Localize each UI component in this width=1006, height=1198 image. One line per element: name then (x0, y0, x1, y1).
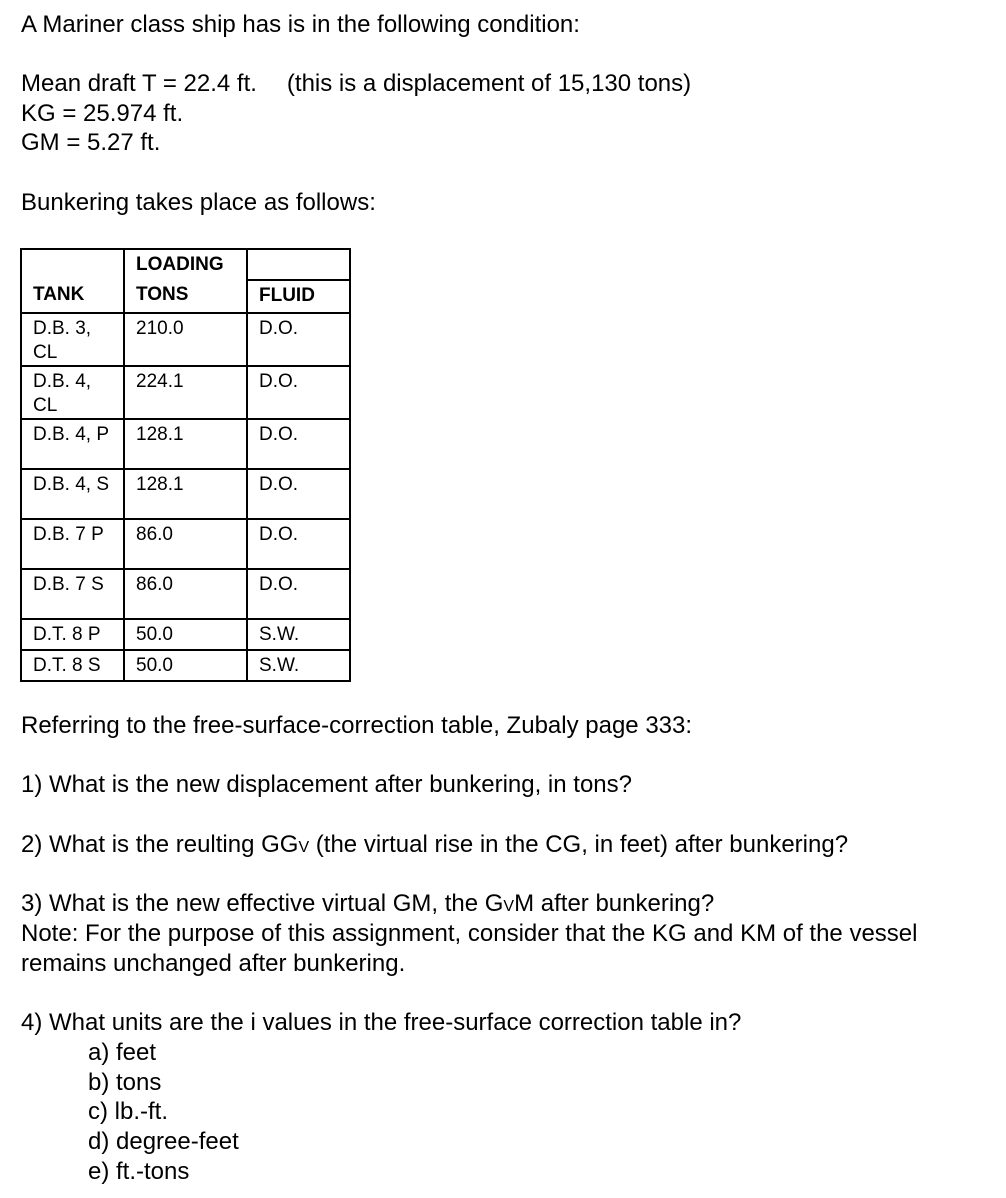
tank-cell: D.B. 7 S (21, 569, 124, 619)
question-3-note-line-2: remains unchanged after bunkering. (21, 950, 406, 977)
table-row (21, 650, 350, 681)
option-a: a) feet (88, 1039, 157, 1066)
tons-cell: 86.0 (124, 519, 247, 569)
bunkering-intro: Bunkering takes place as follows: (21, 189, 376, 216)
question-3-subscript: V (503, 898, 515, 915)
tank-cell: D.B. 4, P (21, 419, 124, 469)
header-loading: LOADING (124, 249, 247, 280)
tons-cell: 50.0 (124, 650, 247, 681)
option-b: b) tons (88, 1069, 162, 1096)
table-row (21, 469, 350, 519)
option-e: e) ft.-tons (88, 1158, 190, 1185)
question-3-note-line-1: Note: For the purpose of this assignment, consider that the KG and KM of the vessel (21, 920, 918, 947)
tons-cell: 128.1 (124, 469, 247, 519)
question-3 (21, 889, 714, 922)
question-2-after: (the virtual rise in the CG, in feet) after bunkering? (309, 831, 849, 858)
tons-cell: 50.0 (124, 619, 247, 650)
mean-draft: Mean draft T = 22.4 ft. (21, 70, 257, 97)
intro-text: A Mariner class ship has is in the following condition: (21, 11, 580, 38)
question-2-before: 2) What is the reulting GG (21, 831, 299, 858)
table-row (21, 619, 350, 650)
fluid-cell: S.W. (247, 619, 350, 650)
fluid-cell: S.W. (247, 650, 350, 681)
mean-draft-line (21, 69, 691, 99)
table-row (21, 519, 350, 569)
fluid-cell: D.O. (247, 366, 350, 419)
tank-cell: D.T. 8 P (21, 619, 124, 650)
fluid-cell: D.O. (247, 419, 350, 469)
tank-cell: D.B. 7 P (21, 519, 124, 569)
fluid-cell: D.O. (247, 569, 350, 619)
question-4: 4) What units are the i values in the free-surface correction table in? (21, 1009, 742, 1036)
tons-cell: 86.0 (124, 569, 247, 619)
option-d: d) degree-feet (88, 1128, 239, 1155)
header-fluid: FLUID (247, 280, 350, 313)
question-2-subscript: V (298, 839, 310, 856)
header-empty-cell (21, 249, 124, 280)
fluid-cell: D.O. (247, 469, 350, 519)
gm-line: GM = 5.27 ft. (21, 129, 161, 156)
tank-cell: D.B. 4, CL (21, 366, 124, 419)
question-3-before: 3) What is the new effective virtual GM, the G (21, 890, 504, 917)
table-header-row-top (21, 249, 350, 280)
displacement-note: (this is a displacement of 15,130 tons) (286, 70, 692, 97)
question-2 (21, 830, 848, 863)
table-header-row (21, 280, 350, 313)
tons-cell: 128.1 (124, 419, 247, 469)
tons-cell: 224.1 (124, 366, 247, 419)
tank-cell: D.T. 8 S (21, 650, 124, 681)
kg-line: KG = 25.974 ft. (21, 100, 184, 127)
reference-text: Referring to the free-surface-correction table, Zubaly page 333: (21, 712, 693, 739)
table-row (21, 569, 350, 619)
tank-cell: D.B. 3, CL (21, 313, 124, 366)
header-empty-cell-right (247, 249, 350, 280)
fluid-cell: D.O. (247, 313, 350, 366)
tank-cell: D.B. 4, S (21, 469, 124, 519)
table-row (21, 366, 350, 419)
fluid-cell: D.O. (247, 519, 350, 569)
question-3-after: M after bunkering? (514, 890, 715, 917)
header-tons: TONS (124, 280, 247, 313)
bunkering-table (20, 248, 351, 682)
table-row (21, 419, 350, 469)
option-c: c) lb.-ft. (88, 1098, 169, 1125)
table-row (21, 313, 350, 366)
header-tank: TANK (21, 280, 124, 313)
tons-cell: 210.0 (124, 313, 247, 366)
question-1: 1) What is the new displacement after bunkering, in tons? (21, 771, 632, 798)
